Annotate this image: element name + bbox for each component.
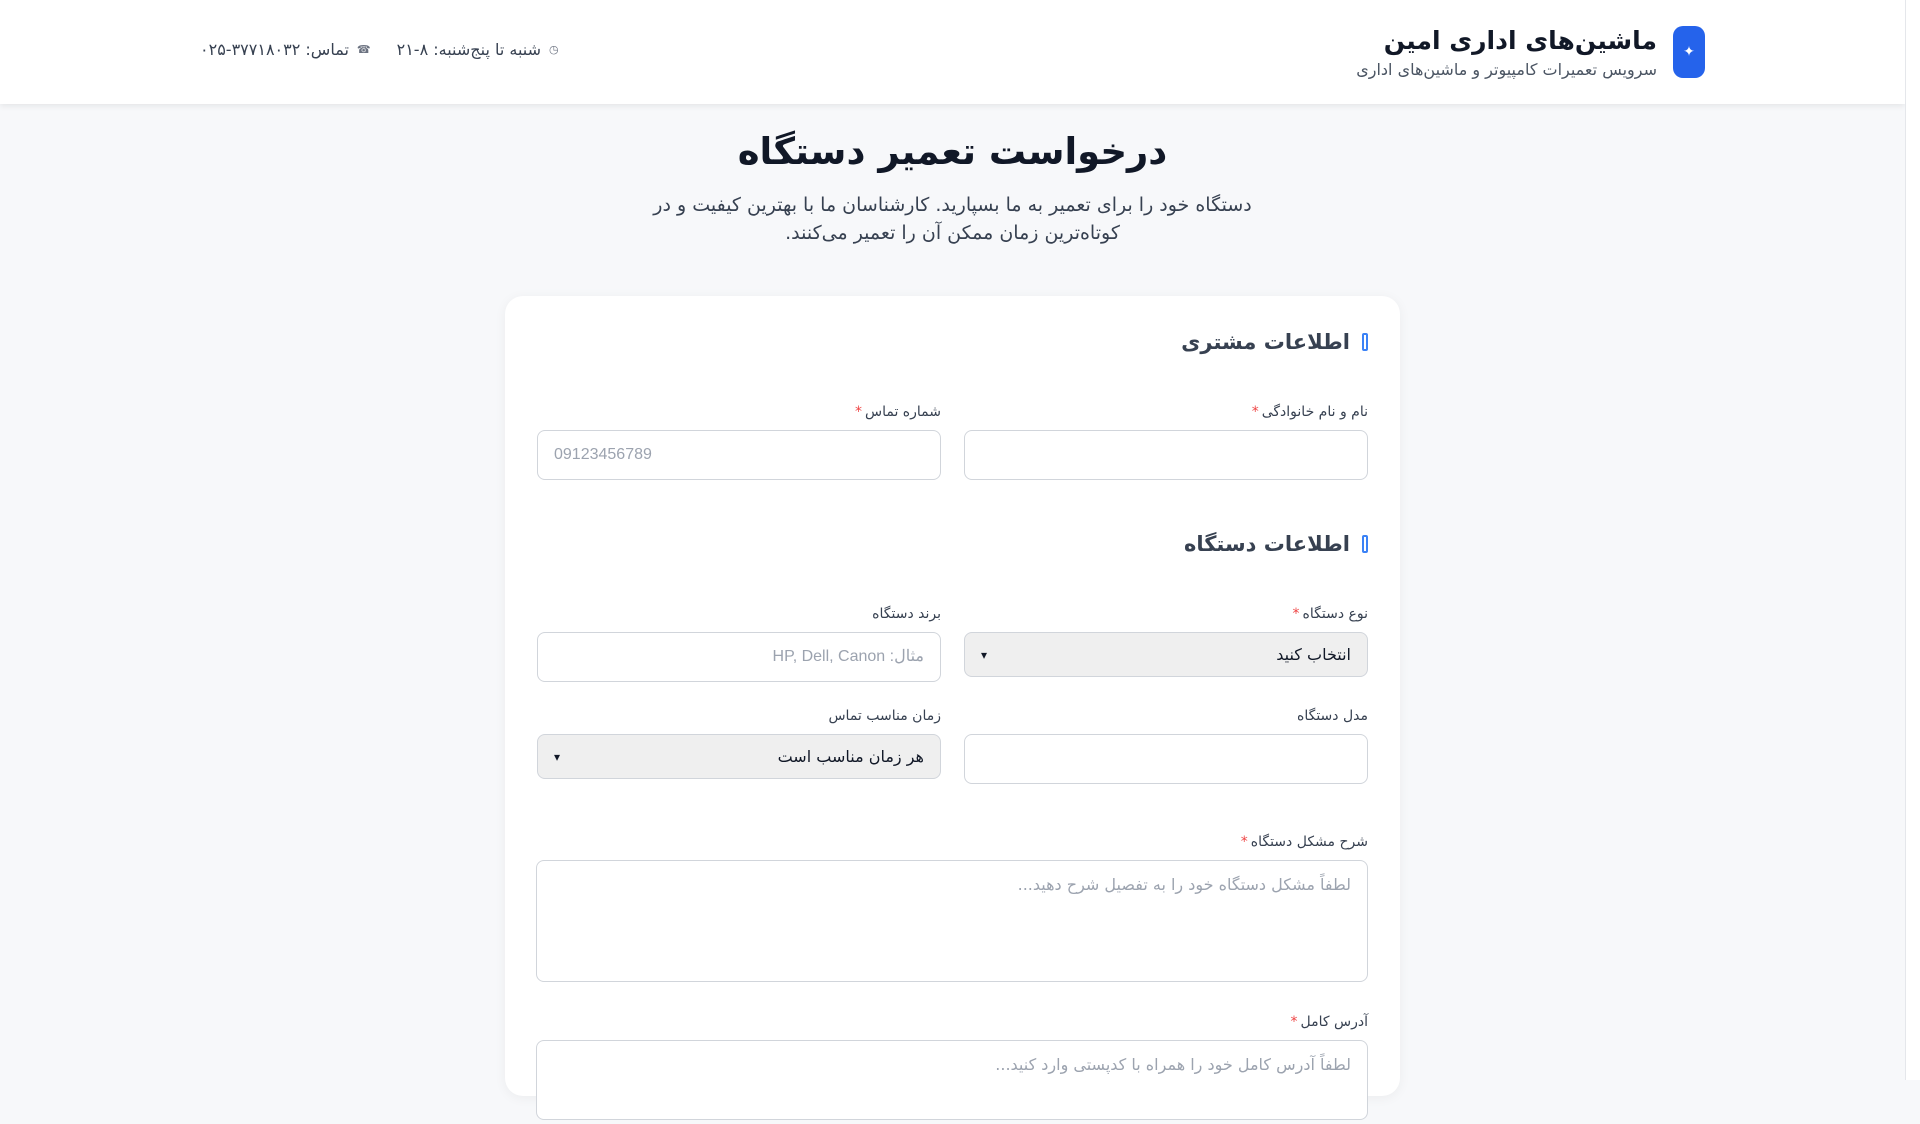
phone-field: [537, 404, 941, 480]
phone-input[interactable]: [537, 430, 941, 480]
page-scrollbar[interactable]: [1905, 0, 1920, 1080]
brand-subtitle: سرویس تعمیرات کامپیوتر و ماشین‌های اداری: [1356, 59, 1657, 79]
problem-field: [536, 834, 1368, 986]
chevron-down-icon: ▾: [554, 749, 561, 764]
address-field: [536, 1014, 1368, 1124]
brand-label: برند دستگاه: [872, 606, 941, 622]
header-contact: [200, 40, 559, 59]
chevron-down-icon: ▾: [981, 647, 988, 662]
device-section-label: اطلاعات دستگاه: [1183, 532, 1350, 556]
device-type-selected: انتخاب کنید: [1276, 645, 1351, 664]
problem-textarea[interactable]: [536, 860, 1368, 982]
customer-section-label: اطلاعات مشتری: [1181, 330, 1350, 354]
user-icon: [1362, 333, 1368, 351]
brand[interactable]: [1356, 24, 1705, 80]
full-name-field: [964, 404, 1368, 480]
brand-field: [537, 606, 941, 682]
address-textarea[interactable]: [536, 1040, 1368, 1120]
phone-contact[interactable]: [200, 40, 371, 59]
site-header: [0, 0, 1905, 104]
address-label: آدرس کامل*: [1290, 1014, 1368, 1030]
wrench-icon: ✦: [1673, 26, 1705, 78]
device-type-field: [964, 606, 1368, 677]
full-name-label: نام و نام خانوادگی*: [1251, 404, 1368, 420]
page-description: دستگاه خود را برای تعمیر به ما بسپارید. کارشناسان ما با بهترین کیفیت و در کوتاه‌ترین زمان ممکن آن را تعمیر می‌کنند.: [653, 194, 1252, 244]
brand-text: [1356, 26, 1657, 79]
device-type-select[interactable]: [964, 632, 1368, 677]
problem-label: شرح مشکل دستگاه*: [1240, 834, 1368, 850]
full-name-input[interactable]: [964, 430, 1368, 480]
device-section-title: [1184, 532, 1368, 556]
page-title: درخواست تعمیر دستگاه: [737, 130, 1168, 173]
contact-time-label: زمان مناسب تماس: [828, 708, 941, 724]
brand-input[interactable]: [537, 632, 941, 682]
clock-icon: ◷: [549, 43, 559, 56]
working-hours: [397, 40, 559, 59]
contact-time-field: [537, 708, 941, 779]
phone-icon: ☎: [356, 43, 371, 56]
model-label: مدل دستگاه: [1297, 708, 1368, 724]
contact-time-selected: هر زمان مناسب است: [777, 747, 924, 766]
customer-section-title: [1181, 330, 1368, 354]
model-input[interactable]: [964, 734, 1368, 784]
device-type-label: نوع دستگاه*: [1292, 606, 1368, 622]
laptop-icon: [1362, 535, 1368, 553]
working-hours-text: شنبه تا پنج‌شنبه: ۸-۲۱: [396, 40, 542, 59]
model-field: [964, 708, 1368, 784]
brand-title: ماشین‌های اداری امین: [1383, 25, 1657, 55]
repair-request-form: [505, 296, 1400, 1096]
hero: [0, 130, 1905, 247]
phone-text: تماس: ۳۷۷۱۸۰۳۲-۰۲۵: [200, 40, 349, 59]
contact-time-select[interactable]: [537, 734, 941, 779]
phone-label: شماره تماس*: [855, 404, 941, 420]
